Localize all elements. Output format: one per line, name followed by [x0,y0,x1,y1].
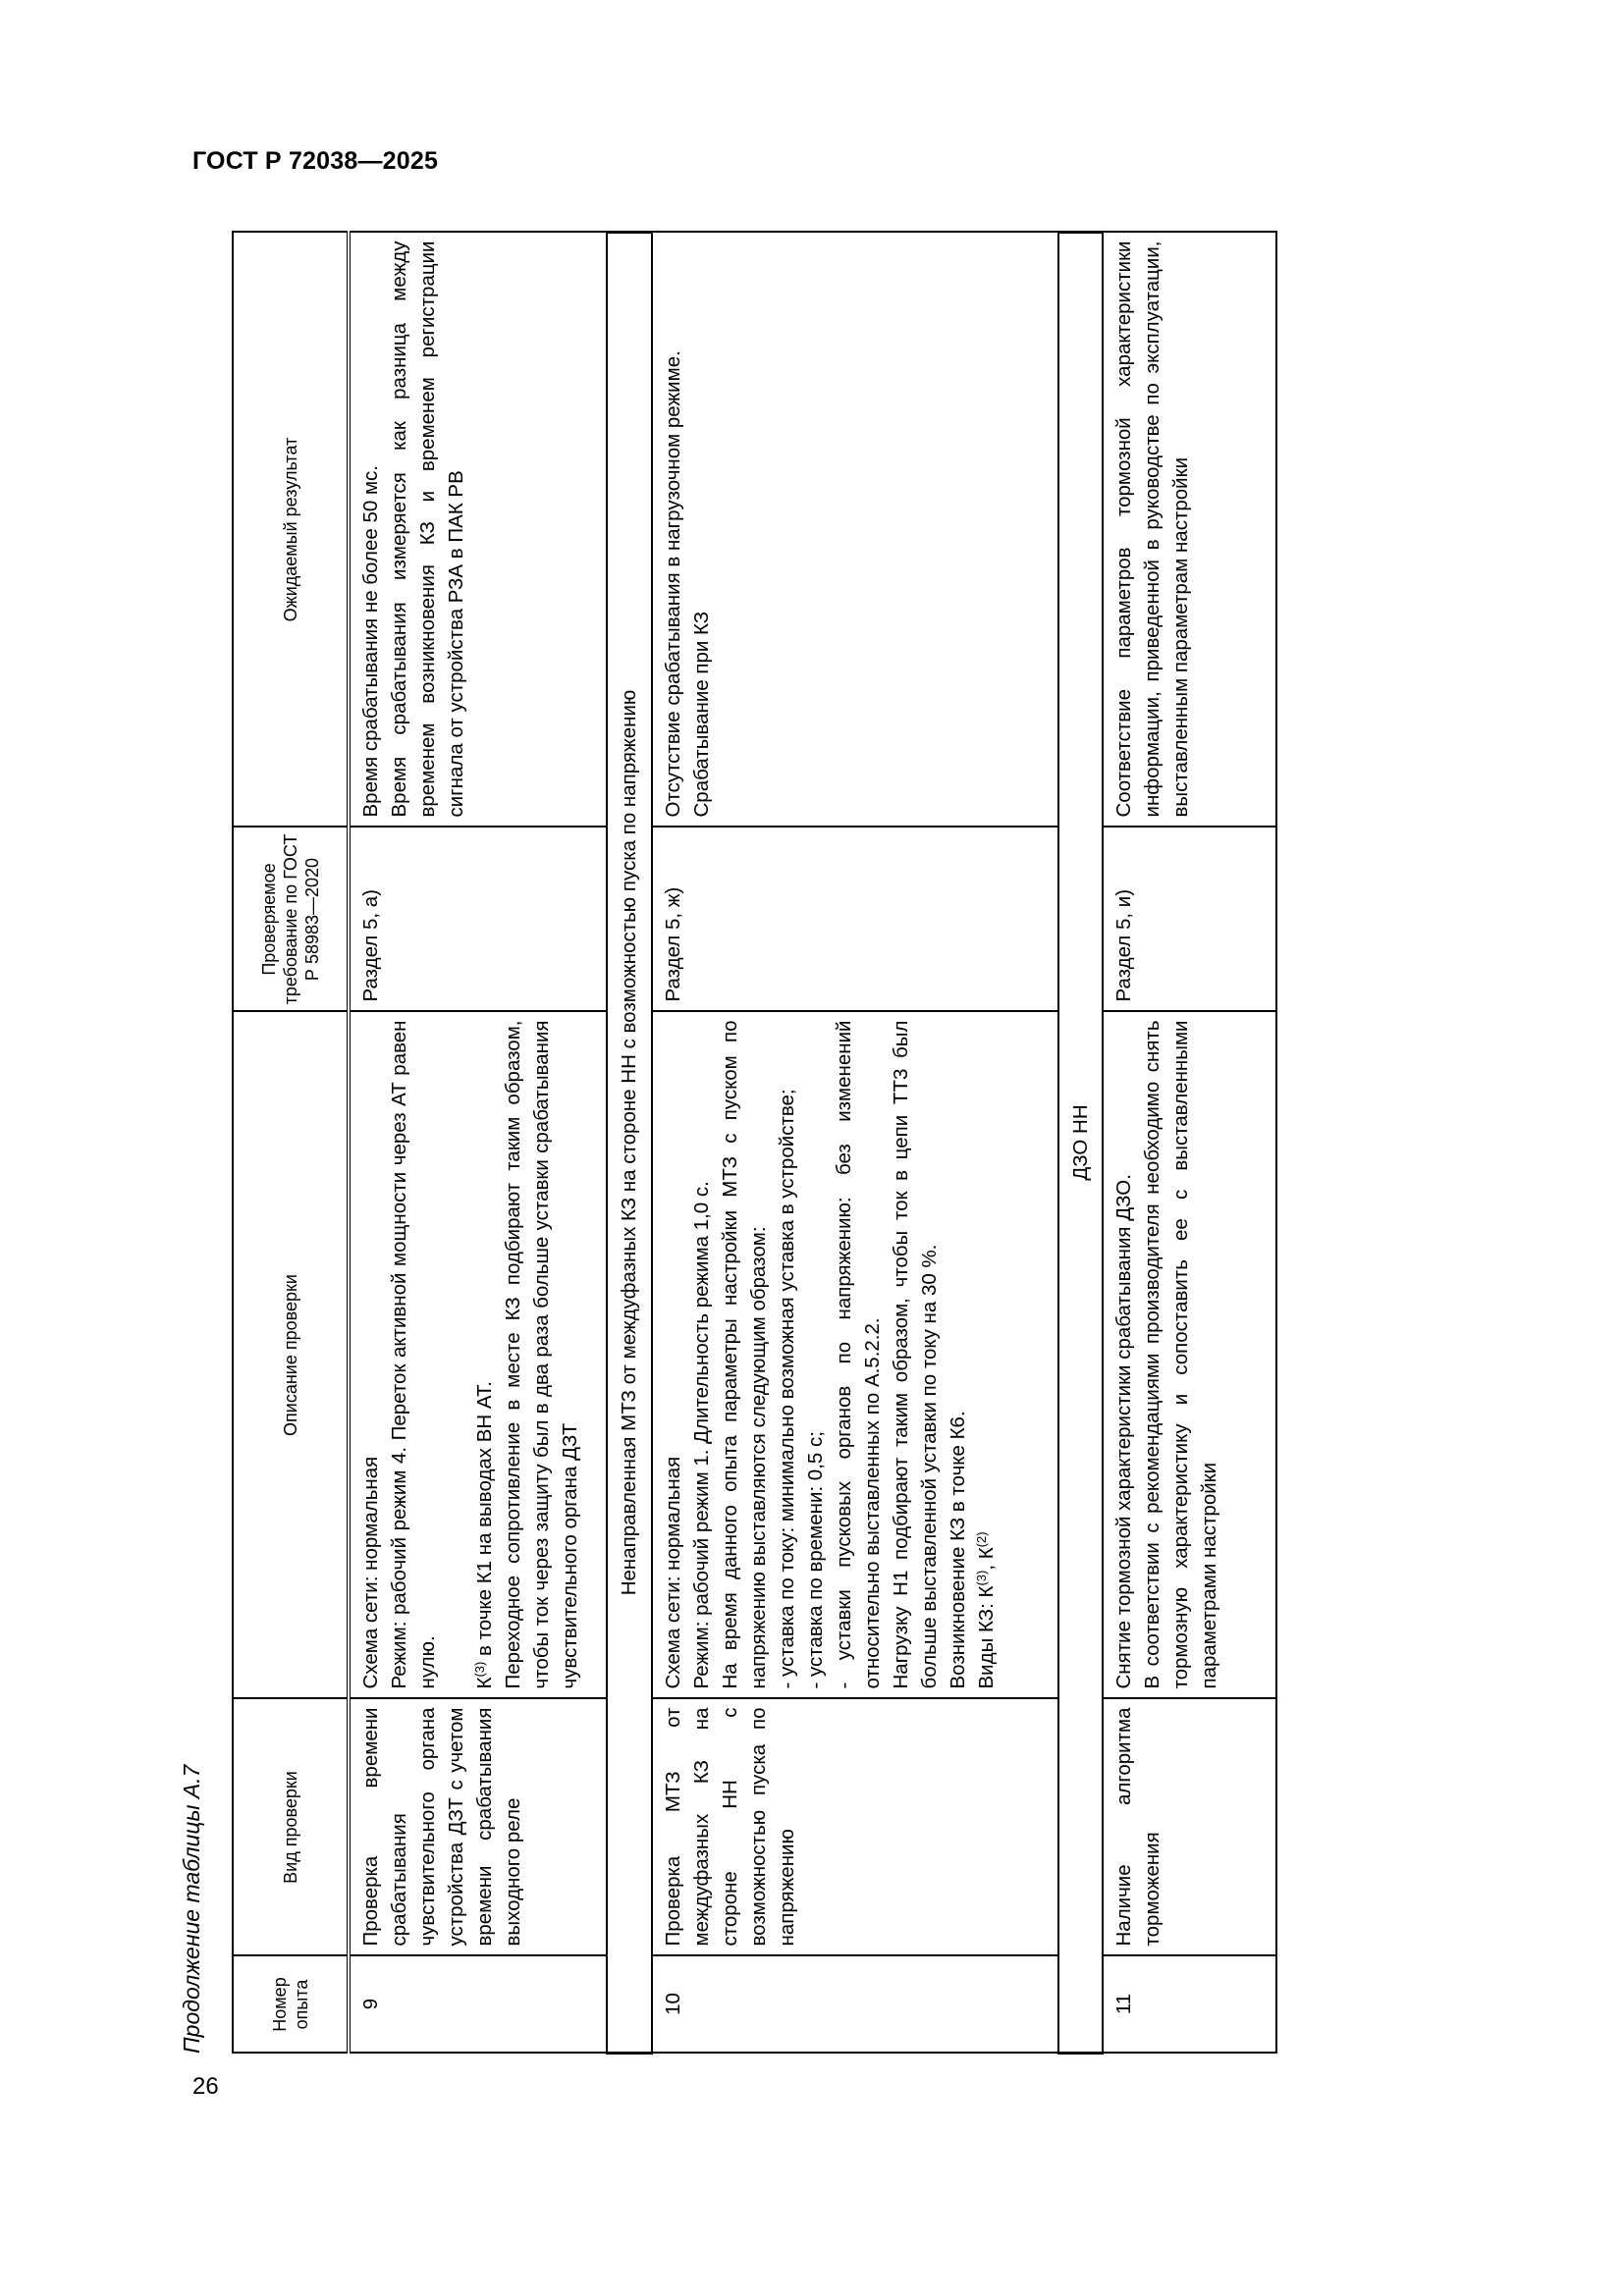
row-11-result [1103,233,1276,828]
fault-types-sep: , К [974,1547,998,1571]
row-10-num: 10 [652,1956,1059,2054]
row-11-num: 11 [1103,1956,1276,2054]
row-10-result [652,233,1059,828]
rotated-table-container [232,234,1277,2055]
row-9-desc [349,1012,607,1699]
fault-symbol: К [473,1677,496,1689]
table-row-10 [652,233,1059,2054]
row-10-desc-line: Возникновение КЗ в точке К6. [946,1411,969,1689]
row-9-req: Раздел 5, а) [349,828,607,1012]
row-10-fault-types [972,1021,1001,1689]
col-header-num: Номер опыта [233,1956,349,2054]
row-11-desc-line: Снятие тормозной характеристики срабатывания ДЗО. [1112,1174,1136,1689]
row-10-desc-line: - уставка по времени: 0,5 с; [803,1431,827,1689]
row-11-desc-line: В соответствии с рекомендациями производителя необходимо снять тормозную характеристику и сопоставить ее с выставленными параметрами настройки [1141,1020,1221,1689]
row-10-desc-line: Нагрузку Н1 подбирают таким образом, чтобы ток в цепи ТТ3 был больше выставленной уставки по току на 30 %. [889,1020,941,1689]
row-11-desc [1103,1012,1276,1699]
section-row-mtz [607,233,651,2054]
table-caption: Продолжение таблицы А.7 [179,1764,204,2054]
row-11-result-line: Соответствие параметров тормозной характеристики информации, приведенной в руководстве по эксплуатации, выставленным параметрам настройки [1112,240,1193,818]
row-10-desc-line: Схема сети: нормальная [661,1456,684,1689]
fault-type-sup: (3) [973,1570,989,1586]
col-header-req: Проверяемое требование по ГОСТ Р 58983—2020 [233,828,349,1012]
fault-location: в точке К1 на выводах ВН АТ. [473,1381,496,1662]
row-9-result-line: Время срабатывания измеряется как разница между временем возникновения КЗ и временем регистрации сигнала от устройства РЗА в ПАК РВ [388,240,467,818]
row-10-desc-line: - уставка по току: минимально возможная уставка в устройстве; [775,1089,798,1689]
section-title-dzo: ДЗО НН [1058,233,1103,2054]
header-row [233,233,349,2054]
row-10-result-line: Срабатывание при КЗ [689,611,713,818]
row-10-result-line: Отсутствие срабатывания в нагрузочном режиме. [661,350,684,818]
test-table [232,231,1277,2055]
fault-types-label: Виды КЗ: К [974,1585,998,1689]
page-number: 26 [192,2073,219,2100]
row-10-kind: Проверка МТЗ от междуфазных КЗ на стороне НН с возможностью пуска по напряжению [652,1699,1059,1956]
row-11-req: Раздел 5, и) [1103,828,1276,1012]
fault-type-sup: (3) [472,1661,487,1678]
col-header-kind: Вид проверки [233,1699,349,1956]
document-title: ГОСТ Р 72038—2025 [192,147,439,175]
row-9-desc-line: Схема сети: нормальная [359,1456,382,1689]
row-9-result-line: Время срабатывания не более 50 мс. [359,465,382,818]
row-9-kind: Проверка времени срабатывания чувствительного органа устройства ДЗТ с учетом времени срабатывания выходного реле [349,1699,607,1956]
section-title-mtz: Ненаправленная МТЗ от междуфазных КЗ на стороне НН с возможностью пуска по напряжению [607,233,651,2054]
table-row-11 [1103,233,1276,2054]
col-header-desc: Описание проверки [233,1012,349,1699]
row-9-desc-line: Переходное сопротивление в месте КЗ подбирают таким образом, чтобы ток через защиту был в два раза больше уставки срабатывания чувствительного органа ДЗТ [502,1020,581,1689]
row-9-desc-fault-point [470,1021,499,1689]
row-9-desc-line: Режим: рабочий режим 4. Переток активной мощности через АТ равен нулю. [388,1020,439,1689]
fault-type-sup: (2) [973,1531,989,1548]
row-10-desc [652,1012,1059,1699]
col-header-result: Ожидаемый результат [233,233,349,828]
section-row-dzo [1058,233,1103,2054]
row-9-result [349,233,607,828]
row-10-desc-line: Режим: рабочий режим 1. Длительность режима 1,0 с. [689,1181,713,1689]
row-10-desc-line: - уставки пусковых органов по напряжению: без изменений относительно выставленных по А.5.2.2. [832,1020,884,1689]
table-row-9 [349,233,607,2054]
row-11-kind: Наличие алгоритма торможения [1103,1699,1276,1956]
row-10-req: Раздел 5, ж) [652,828,1059,1012]
row-9-num: 9 [349,1956,607,2054]
row-10-desc-line: На время данного опыта параметры настройки МТЗ с пуском по напряжению выставляются следующим образом: [718,1020,770,1689]
